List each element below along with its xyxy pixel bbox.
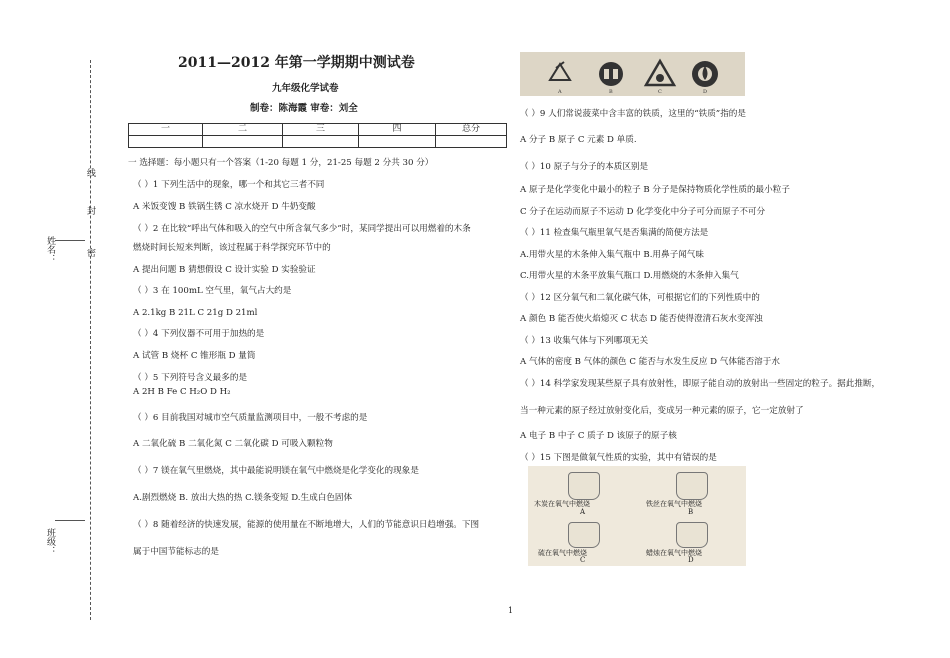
- sidebar-class-label: 班级：: [45, 528, 55, 555]
- question-5: （ ）5 下列符号含义最多的是: [133, 373, 248, 383]
- question-5-options: A 2H B Fe C H₂O D H₂: [133, 387, 231, 397]
- experiment-letter-b: B: [688, 508, 694, 516]
- energy-logos-figure: [520, 52, 745, 96]
- score-header-2: 二: [203, 124, 283, 136]
- question-2-options: A 提出问题 B 猜想假设 C 设计实验 D 实验验证: [133, 265, 316, 275]
- exam-title: 2011—2012 年第一学期期中测试卷: [178, 55, 415, 71]
- question-14-options: A 电子 B 中子 C 质子 D 该原子的原子核: [520, 431, 677, 441]
- experiment-caption-b: 铁丝在氧气中燃烧: [646, 500, 702, 508]
- flammable-logo-icon: [646, 61, 674, 85]
- question-3: （ ）3 在 100mL 空气里，氧气占大约是: [133, 286, 292, 296]
- name-blank[interactable]: [55, 240, 85, 241]
- question-11: （ ）11 检查集气瓶里氧气是否集满的简便方法是: [520, 228, 709, 238]
- score-cell-1[interactable]: [129, 136, 203, 148]
- question-7: （ ）7 镁在氧气里燃烧，其中最能说明镁在氧气中燃烧是化学变化的现象是: [133, 466, 419, 476]
- logo-label-b: B: [609, 89, 613, 95]
- binding-line: [90, 60, 91, 620]
- question-4-options: A 试管 B 烧杯 C 锥形瓶 D 量筒: [133, 351, 256, 361]
- question-6-options: A 二氧化硫 B 二氧化氮 C 二氧化碳 D 可吸入颗粒物: [133, 439, 333, 449]
- experiment-caption-a: 木炭在氧气中燃烧: [534, 500, 590, 508]
- logo-label-d: D: [703, 89, 708, 95]
- question-12: （ ）12 区分氧气和二氧化碳气体，可根据它们的下列性质中的: [520, 293, 760, 303]
- question-2: （ ）2 在比较“呼出气体和吸入的空气中所含氧气多少”时，某同学提出可以用燃着的木条: [133, 224, 471, 234]
- experiment-letter-a: A: [580, 508, 586, 516]
- question-10: （ ）10 原子与分子的本质区别是: [520, 162, 649, 172]
- score-header-1: 一: [129, 124, 203, 136]
- question-1-options: A 米饭变馊 B 铁锅生锈 C 凉水烧开 D 牛奶变酸: [133, 202, 316, 212]
- question-4: （ ）4 下列仪器不可用于加热的是: [133, 329, 265, 339]
- page-number: 1: [508, 606, 514, 615]
- seal-line-char-feng: 封: [85, 206, 95, 215]
- question-9: （ ）9 人们常说菠菜中含丰富的铁质，这里的“铁质”指的是: [520, 109, 746, 119]
- seal-line-char-xian: 线: [85, 168, 95, 177]
- score-header-total: 总分: [436, 124, 507, 136]
- question-6: （ ）6 目前我国对城市空气质量监测项目中，一般不考虑的是: [133, 413, 368, 423]
- question-13: （ ）13 收集气体与下列哪项无关: [520, 336, 649, 346]
- score-table: [128, 123, 507, 148]
- question-7-options: A.剧烈燃烧 B. 放出大热的热 C.镁条变短 D.生成白色固体: [133, 493, 353, 503]
- oxygen-experiment-figure: [528, 466, 746, 566]
- logo-label-a: A: [558, 89, 562, 95]
- question-11-options-ab: A.用带火星的木条伸入集气瓶中 B.用鼻子闻气味: [520, 250, 704, 260]
- score-cell-3[interactable]: [283, 136, 359, 148]
- question-9-options: A 分子 B 原子 C 元素 D 单质.: [520, 135, 637, 145]
- question-8-cont: 属于中国节能标志的是: [133, 547, 219, 557]
- score-cell-2[interactable]: [203, 136, 283, 148]
- score-cell-total[interactable]: [436, 136, 507, 148]
- question-14-cont: 当一种元素的原子经过放射变化后，变成另一种元素的原子，它一定放射了: [520, 406, 804, 416]
- score-header-4: 四: [359, 124, 436, 136]
- flask-d-icon: [676, 522, 708, 548]
- seal-line-char-mi: 密: [85, 248, 95, 257]
- class-blank[interactable]: [55, 520, 85, 521]
- exam-authors: 制卷：陈海霞 审卷：刘全: [250, 103, 358, 114]
- experiment-caption-d: 蜡烛在氧气中燃烧: [646, 549, 702, 557]
- question-11-options-cd: C.用带火星的木条平放集气瓶口 D.用燃烧的木条伸入集气: [520, 271, 739, 281]
- experiment-letter-d: D: [688, 556, 694, 564]
- experiment-caption-c: 硫在氧气中燃烧: [538, 549, 587, 557]
- logo-label-c: C: [658, 89, 662, 95]
- sidebar-name-label: 姓名：: [45, 236, 55, 263]
- question-13-options: A 气体的密度 B 气体的颜色 C 能否与水发生反应 D 气体能否溶于水: [520, 357, 780, 367]
- energy-saving-logo-icon: [599, 62, 623, 86]
- score-header-3: 三: [283, 124, 359, 136]
- experiment-letter-c: C: [580, 556, 586, 564]
- flask-c-icon: [568, 522, 600, 548]
- section-heading: 一 选择题：每小题只有一个答案（1-20 每题 1 分，21-25 每题 2 分共 30 分）: [128, 158, 434, 168]
- flask-b-icon: [676, 472, 708, 500]
- question-14: （ ）14 科学家发现某些原子具有放射性，即原子能自动的放射出一些固定的粒子。据此推断，: [520, 379, 881, 389]
- recycle-logo-icon: [550, 62, 570, 80]
- exam-subtitle: 九年级化学试卷: [272, 83, 339, 94]
- water-saving-logo-icon: [692, 61, 718, 87]
- question-10-options-ab: A 原子是化学变化中最小的粒子 B 分子是保持物质化学性质的最小粒子: [520, 185, 790, 195]
- question-10-options-cd: C 分子在运动而原子不运动 D 化学变化中分子可分而原子不可分: [520, 207, 766, 217]
- question-1: （ ）1 下列生活中的现象，哪一个和其它三者不同: [133, 180, 325, 190]
- question-12-options: A 颜色 B 能否使火焰熄灭 C 状态 D 能否使得澄清石灰水变浑浊: [520, 314, 763, 324]
- score-cell-4[interactable]: [359, 136, 436, 148]
- question-8: （ ）8 随着经济的快速发展，能源的使用量在不断地增大，人们的节能意识日趋增强。下图: [133, 520, 480, 530]
- question-2-cont: 燃烧时间长短来判断，该过程属于科学探究环节中的: [133, 243, 331, 253]
- energy-logos-svg: [520, 52, 745, 96]
- question-3-options: A 2.1kg B 21L C 21g D 21ml: [133, 308, 258, 318]
- question-15: （ ）15 下图是做氧气性质的实验，其中有错误的是: [520, 453, 717, 463]
- flask-a-icon: [568, 472, 600, 500]
